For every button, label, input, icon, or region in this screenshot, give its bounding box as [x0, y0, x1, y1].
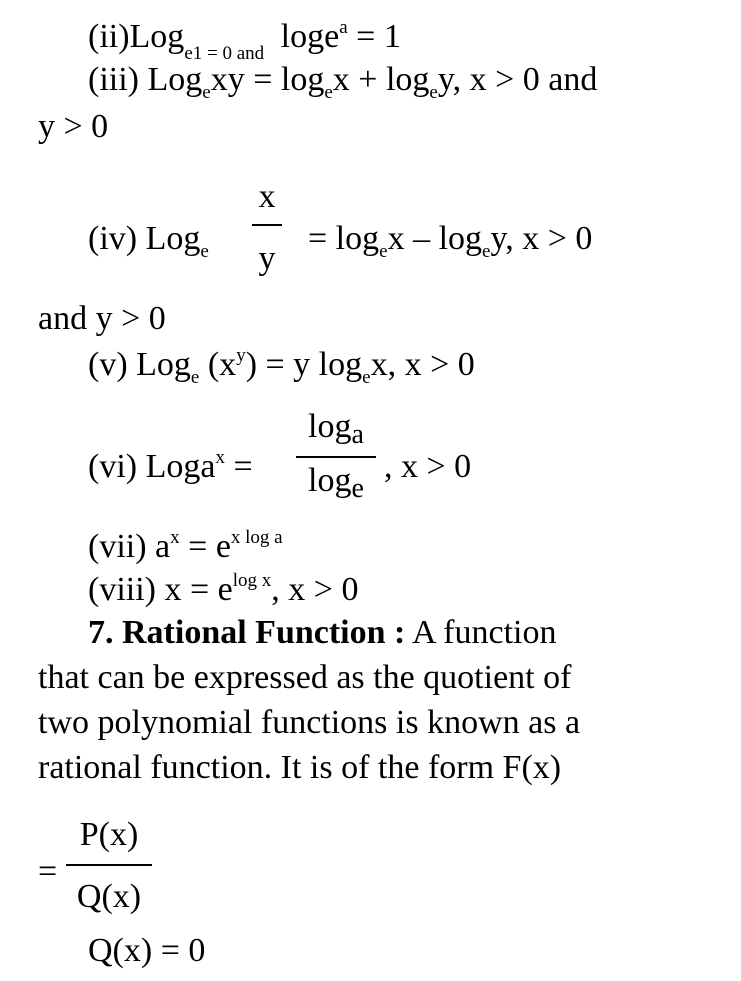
text: x – log	[387, 220, 483, 257]
log-property-iv-rhs	[308, 220, 593, 262]
text: xy = log	[210, 61, 325, 98]
text: log	[308, 462, 352, 499]
log-property-vi	[88, 447, 253, 485]
section-heading-line	[88, 616, 556, 650]
text: (vii) a	[88, 528, 171, 565]
superscript: x	[215, 447, 225, 468]
paragraph-line: rational function. It is of the form F(x)	[38, 749, 562, 786]
log-property-ii	[88, 17, 401, 64]
subscript-note: = 0 and	[202, 43, 265, 64]
text: y, x > 0	[490, 220, 593, 257]
text: (iv) Log	[88, 220, 201, 257]
subscript: e	[324, 82, 333, 103]
text: , x > 0	[271, 571, 359, 608]
fraction-bar	[66, 864, 152, 866]
paragraph-line: that can be expressed as the quotient of	[38, 659, 572, 696]
subscript: a	[351, 419, 364, 450]
text: = e	[179, 528, 231, 565]
log-property-viii	[88, 570, 359, 608]
text: loge	[280, 18, 340, 55]
text: x, x > 0	[370, 346, 475, 383]
text: (vi) Loga	[88, 448, 216, 485]
superscript: a	[339, 17, 348, 38]
text: (ii)Log	[88, 18, 185, 55]
log-property-iv	[88, 220, 209, 262]
text: ) = y log	[245, 346, 363, 383]
fraction-denominator	[296, 462, 376, 504]
subscript: e	[379, 241, 388, 262]
condition-text: Q(x) = 0	[88, 932, 206, 969]
log-property-vi-condition: , x > 0	[384, 448, 472, 485]
text: (x	[199, 346, 237, 383]
fraction-denominator: Q(x)	[76, 878, 142, 915]
fraction-denominator: y	[258, 240, 276, 277]
text: (iii) Log	[88, 61, 203, 98]
text-line: and y > 0	[38, 300, 166, 337]
superscript: x log a	[230, 527, 283, 548]
text: (viii) x = e	[88, 571, 233, 608]
text: = log	[308, 220, 380, 257]
log-property-iii	[88, 61, 598, 103]
fraction-bar	[252, 224, 282, 226]
text: log	[308, 408, 352, 445]
subscript: e	[482, 241, 491, 262]
text: = 1	[347, 18, 401, 55]
equals-sign: =	[38, 853, 58, 890]
text: (v) Log	[88, 346, 191, 383]
log-property-v	[88, 345, 475, 388]
subscript: e	[351, 473, 364, 504]
section-heading: 7. Rational Function :	[88, 614, 406, 651]
superscript: y	[236, 345, 246, 366]
text: =	[224, 448, 253, 485]
subscript: e	[429, 82, 438, 103]
subscript: e	[190, 367, 200, 388]
log-property-vii	[88, 527, 283, 565]
fraction-numerator: x	[258, 178, 276, 215]
text: y, x > 0 and	[437, 61, 598, 98]
superscript: x	[170, 527, 180, 548]
fraction-numerator	[296, 408, 376, 450]
text: x + log	[332, 61, 430, 98]
paragraph-line: two polynomial functions is known as a	[38, 704, 581, 741]
subscript: e	[362, 367, 371, 388]
superscript: log x	[232, 570, 272, 591]
paragraph-text: A function	[405, 614, 557, 651]
text-line: y > 0	[38, 108, 109, 145]
subscript: e	[200, 241, 209, 262]
fraction-numerator: P(x)	[79, 816, 139, 853]
fraction-bar	[296, 456, 376, 458]
subscript: e	[202, 82, 211, 103]
subscript: e1	[184, 43, 203, 64]
